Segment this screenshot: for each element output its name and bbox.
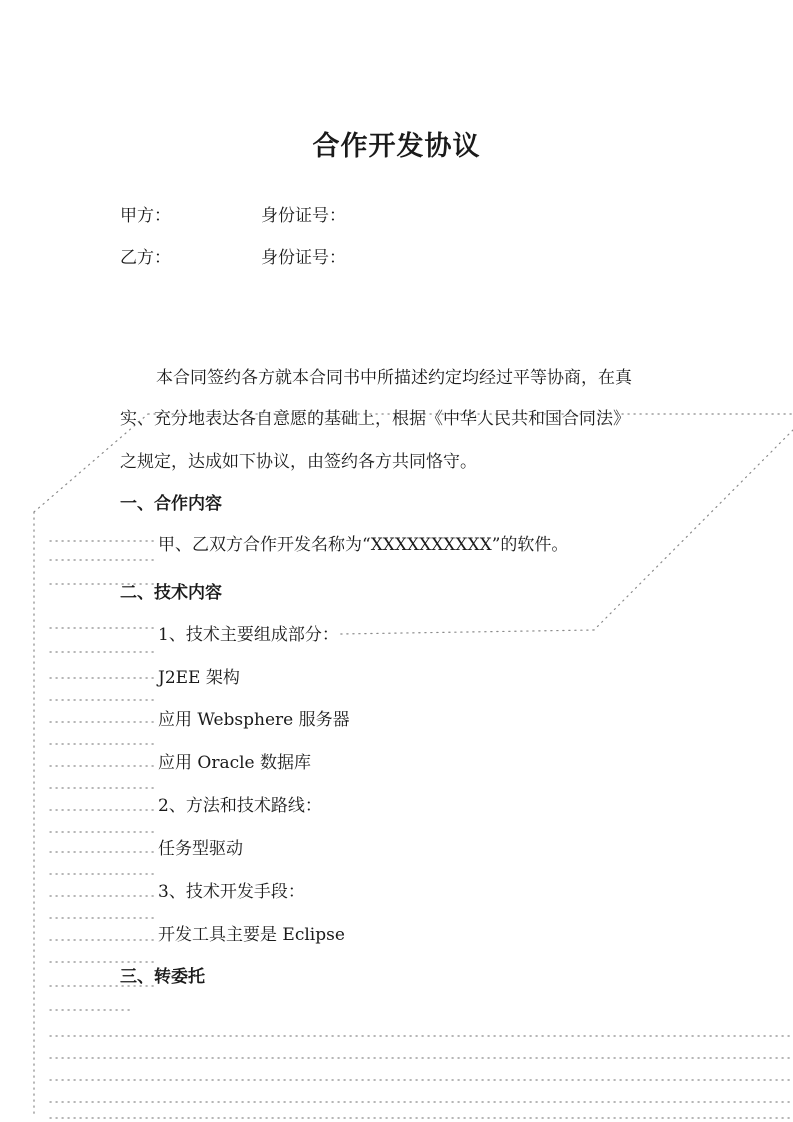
technical-item: 1、技术主要组成部分： [158,625,339,645]
technical-item: 应用 Websphere 服务器 [158,710,350,730]
party-b-id-label: 身份证号： [261,248,346,268]
section-heading-cooperation: 一、合作内容 [120,494,222,514]
section-heading-subcontract: 三、转委托 [120,967,205,987]
document-title: 合作开发协议 [312,131,481,162]
technical-item: 任务型驱动 [158,839,243,859]
technical-item: J2EE 架构 [158,668,240,688]
technical-item: 3、技术开发手段： [158,882,305,902]
party-a-id-label: 身份证号： [261,206,346,226]
technical-item: 应用 Oracle 数据库 [158,753,312,773]
preamble-line-3: 之规定，达成如下协议，由签约各方共同恪守。 [120,452,477,472]
section-cooperation-body: 甲、乙双方合作开发名称为“XXXXXXXXXX”的软件。 [158,535,569,555]
technical-item: 2、方法和技术路线： [158,796,322,816]
technical-item: 开发工具主要是 Eclipse [158,925,345,945]
party-b-label: 乙方： [120,248,171,268]
section-heading-technical: 二、技术内容 [120,583,222,603]
party-a-label: 甲方： [120,206,171,226]
preamble-line-1: 本合同签约各方就本合同书中所描述约定均经过平等协商，在真 [156,368,632,388]
preamble-line-2: 实、充分地表达各自意愿的基础上，根据《中华人民共和国合同法》 [120,409,630,429]
